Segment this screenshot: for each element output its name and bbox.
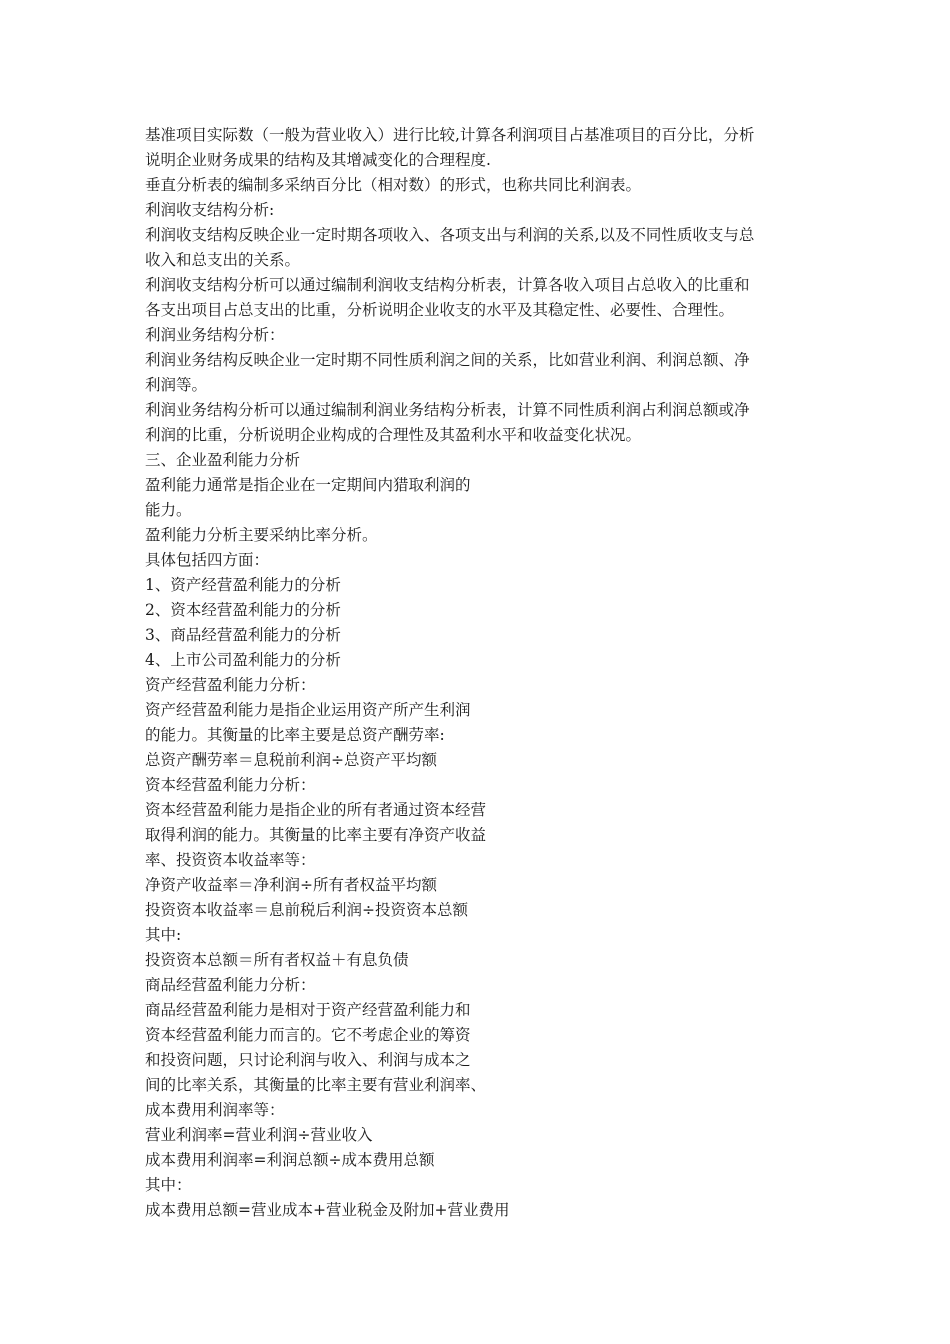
text-line: 商品经营盈利能力是相对于资产经营盈利能力和 [145,1001,471,1019]
section-heading: 资产经营盈利能力分析： [145,676,316,694]
text-line: 垂直分析表的编制多采纳百分比（相对数）的形式，也称共同比利润表。 [145,176,642,194]
document-body [145,123,810,1223]
text-line: 其中: [145,926,182,944]
text-line: 利润等。 [145,376,208,394]
text-line: 利润收支结构分析可以通过编制利润收支结构分析表，计算各收入项目占总收入的比重和 [145,276,750,294]
text-line: 利润业务结构分析可以通过编制利润业务结构分析表，计算不同性质利润占利润总额或净 [145,401,750,419]
text-line: 基准项目实际数（一般为营业收入）进行比较,计算各利润项目占基准项目的百分比，分析 [145,126,755,144]
section-heading: 利润业务结构分析： [145,326,285,344]
section-heading: 利润收支结构分析: [145,201,275,219]
formula-line: 投资资本收益率＝息前税后利润÷投资资本总额 [145,901,468,919]
text-line: 间的比率关系，其衡量的比率主要有营业利润率、 [145,1076,487,1094]
text-line: 率、投资资本收益率等： [145,851,316,869]
formula-line: 净资产收益率＝净利润÷所有者权益平均额 [145,876,437,894]
list-item: 2、资本经营盈利能力的分析 [145,601,341,619]
list-item: 3、商品经营盈利能力的分析 [145,626,341,644]
text-line: 取得利润的能力。其衡量的比率主要有净资产收益 [145,826,487,844]
formula-line: 营业利润率=营业利润÷营业收入 [145,1126,373,1144]
formula-line: 成本费用总额=营业成本+营业税金及附加+营业费用 [145,1201,510,1219]
formula-line: 成本费用利润率=利润总额÷成本费用总额 [145,1151,435,1169]
text-line: 和投资问题，只讨论利润与收入、利润与成本之 [145,1051,471,1069]
section-heading: 商品经营盈利能力分析： [145,976,316,994]
text-line: 资本经营盈利能力而言的。它不考虑企业的筹资 [145,1026,471,1044]
formula-line: 投资资本总额＝所有者权益＋有息负债 [145,951,409,969]
list-item: 1、资产经营盈利能力的分析 [145,576,341,594]
text-line: 资本经营盈利能力是指企业的所有者通过资本经营 [145,801,487,819]
section-heading: 三、企业盈利能力分析 [145,451,301,469]
section-heading: 资本经营盈利能力分析： [145,776,316,794]
text-line: 利润业务结构反映企业一定时期不同性质利润之间的关系，比如营业利润、利润总额、净 [145,351,750,369]
text-line: 利润的比重，分析说明企业构成的合理性及其盈利水平和收益变化状况。 [145,426,642,444]
text-line: 其中： [145,1176,192,1194]
text-line: 盈利能力通常是指企业在一定期间内猎取利润的 [145,476,471,494]
text-line: 各支出项目占总支出的比重，分析说明企业收支的水平及其稳定性、必要性、合理性。 [145,301,735,319]
formula-line: 总资产酬劳率＝息税前利润÷总资产平均额 [145,751,437,769]
list-item: 4、上市公司盈利能力的分析 [145,651,341,669]
text-line: 成本费用利润率等： [145,1101,285,1119]
text-line: 资产经营盈利能力是指企业运用资产所产生利润 [145,701,471,719]
text-line: 的能力。其衡量的比率主要是总资产酬劳率: [145,726,445,744]
text-line: 收入和总支出的关系。 [145,251,301,269]
text-line: 盈利能力分析主要采纳比率分析。 [145,526,378,544]
text-line: 说明企业财务成果的结构及其增减变化的合理程度. [145,151,491,169]
text-line: 能力。 [145,501,192,519]
text-line: 具体包括四方面： [145,551,270,569]
text-line: 利润收支结构反映企业一定时期各项收入、各项支出与利润的关系,以及不同性质收支与总 [145,226,755,244]
